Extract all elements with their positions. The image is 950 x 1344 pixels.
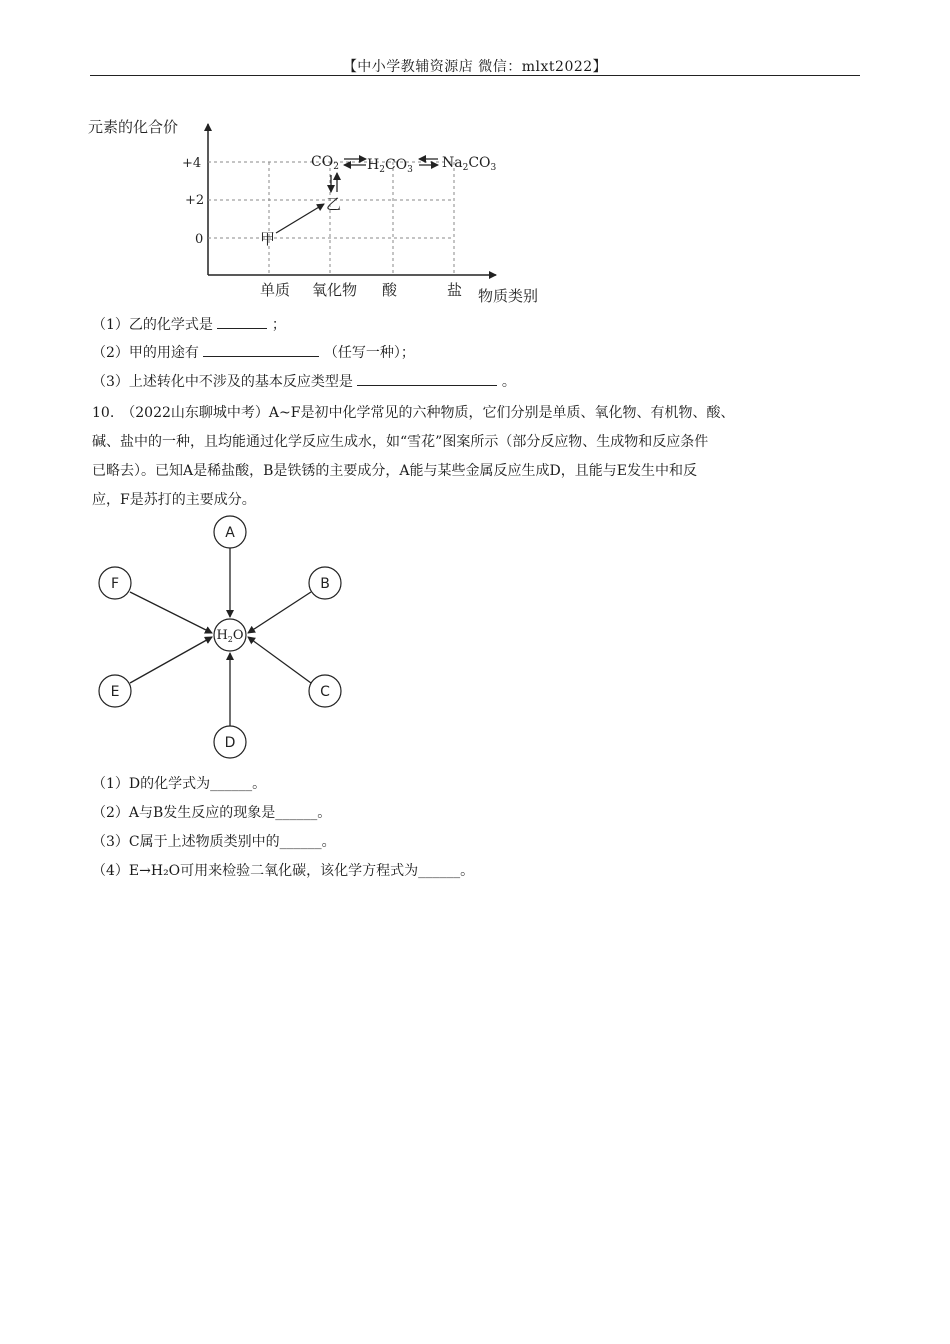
- node-c: C: [320, 684, 330, 700]
- q10-item3: （3）C属于上述物质类别中的______。: [92, 834, 336, 850]
- x-cat-salt: 盐: [447, 281, 463, 299]
- arrow-jia-to-yi: [276, 204, 324, 233]
- y-tick-plus4: +4: [182, 156, 202, 171]
- q9-item1: （1）乙的化学式是 ；: [92, 314, 286, 335]
- node-d: D: [224, 735, 236, 751]
- q10-item4: （4）E→H₂O可用来检验二氧化碳，该化学方程式为______。: [92, 863, 475, 879]
- node-f: F: [110, 576, 120, 592]
- node-na2co3: $Na_2CO_3$: [442, 155, 497, 173]
- arrow-f-to-water: [130, 592, 212, 633]
- y-axis-label: 元素的化合价: [88, 118, 179, 136]
- q10-intro: 10. （2022山东聊城中考）A~F是初中化学常见的六种物质，它们分别是单质、氧化物、有机物、酸、 碱、盐中的一种，且均能通过化学反应生成水，如“雪花”图案所示（部分反应物、生成物和反应条件 已略去）。已知A是稀盐酸，B是铁锈的主要成分，A能与某些金属反应生成D，且能与E发生中和反 应，F是苏打的主要成分。: [92, 405, 735, 508]
- q9-blank3: [357, 371, 497, 386]
- node-water: $H_2O$: [216, 628, 244, 644]
- node-e: E: [110, 684, 120, 700]
- q10-item2: （2）A与B发生反应的现象是______。: [92, 805, 332, 821]
- q10-item1: （1）D的化学式为______。: [92, 776, 267, 792]
- node-yi: 乙: [326, 195, 342, 213]
- arrow-b-to-water: [248, 592, 311, 633]
- header-rule: [90, 75, 860, 76]
- q9-blank1: [217, 314, 267, 329]
- q9-item3: （3）上述转化中不涉及的基本反应类型是 。: [92, 371, 516, 392]
- figure1-arrows: [276, 159, 438, 233]
- q9-item2: （2）甲的用途有 （任写一种）；: [92, 342, 415, 363]
- y-tick-plus2: +2: [185, 193, 205, 208]
- x-cat-acid: 酸: [382, 281, 398, 299]
- arrow-c-to-water: [248, 637, 311, 683]
- x-axis-label: 物质类别: [478, 287, 539, 305]
- x-cat-oxide: 氧化物: [312, 281, 358, 299]
- node-co2: $CO_2$: [311, 154, 339, 172]
- node-b: B: [320, 576, 330, 592]
- node-jia: 甲: [260, 230, 276, 248]
- y-tick-zero: 0: [195, 232, 204, 247]
- arrow-e-to-water: [130, 637, 212, 683]
- node-h2co3: $H_2CO_3$: [367, 157, 413, 175]
- valence-category-figure: [86, 112, 556, 310]
- x-cat-element: 单质: [260, 281, 291, 299]
- snowflake-diagram: [92, 512, 352, 762]
- q9-blank2: [203, 342, 319, 357]
- node-a: A: [225, 525, 235, 541]
- page-header: 【中小学教辅资源店 微信：mlxt2022】: [342, 59, 608, 75]
